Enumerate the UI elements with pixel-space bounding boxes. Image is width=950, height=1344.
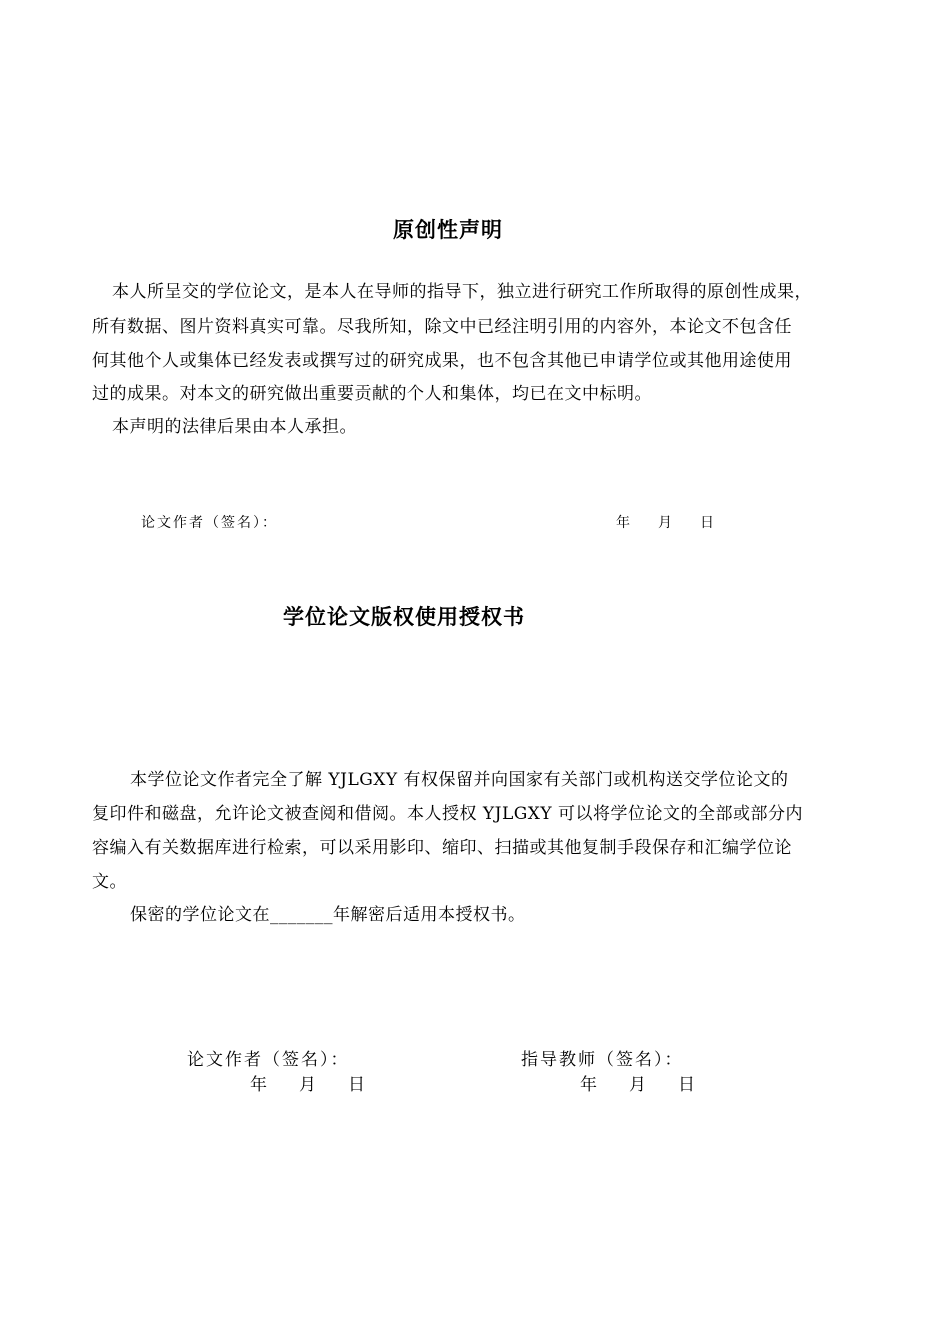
author-signature-label: 论文作者（签名）：: [187, 1050, 350, 1070]
declaration-line-4: 过的成果。对本文的研究做出重要贡献的个人和集体，均已在文中标明。: [92, 384, 652, 404]
declaration-line-1: 本人所呈交的学位论文，是本人在导师的指导下，独立进行研究工作所取得的原创性成果，: [112, 282, 812, 302]
date-year: 年: [250, 1075, 269, 1095]
date-year: 年: [580, 1075, 599, 1095]
authorization-line-5: 保密的学位论文在_______年解密后适用本授权书。: [130, 905, 526, 925]
authorization-line-2: 复印件和磁盘，允许论文被查阅和借阅。本人授权 YJLGXY 可以将学位论文的全部或部分内: [92, 804, 804, 824]
advisor-signature-label: 指导教师（签名）：: [521, 1050, 684, 1070]
declaration-line-5: 本声明的法律后果由本人承担。: [112, 417, 357, 437]
declaration-line-3: 何其他个人或集体已经发表或撰写过的研究成果，也不包含其他已申请学位或其他用途使用: [92, 351, 792, 371]
authorization-line-3: 容编入有关数据库进行检索，可以采用影印、缩印、扫描或其他复制手段保存和汇编学位论: [92, 838, 792, 858]
advisor-date: [580, 1070, 697, 1095]
date-month: 月: [299, 1075, 318, 1095]
date-month: 月: [629, 1075, 648, 1095]
declaration-date: [616, 512, 716, 532]
date-day: 日: [700, 515, 716, 531]
declaration-title: 原创性声明: [393, 218, 503, 242]
date-day: 日: [678, 1075, 697, 1095]
date-month: 月: [658, 515, 674, 531]
author-date: [250, 1070, 367, 1095]
declaration-signature-label: 论文作者（签名）：: [141, 515, 278, 531]
authorization-line-4: 文。: [92, 872, 127, 892]
authorization-line-1: 本学位论文作者完全了解 YJLGXY 有权保留并向国家有关部门或机构送交学位论文的: [130, 770, 789, 790]
declaration-line-2: 所有数据、图片资料真实可靠。尽我所知，除文中已经注明引用的内容外，本论文不包含任: [92, 317, 792, 337]
date-year: 年: [616, 515, 632, 531]
date-day: 日: [348, 1075, 367, 1095]
authorization-title: 学位论文版权使用授权书: [283, 605, 525, 629]
